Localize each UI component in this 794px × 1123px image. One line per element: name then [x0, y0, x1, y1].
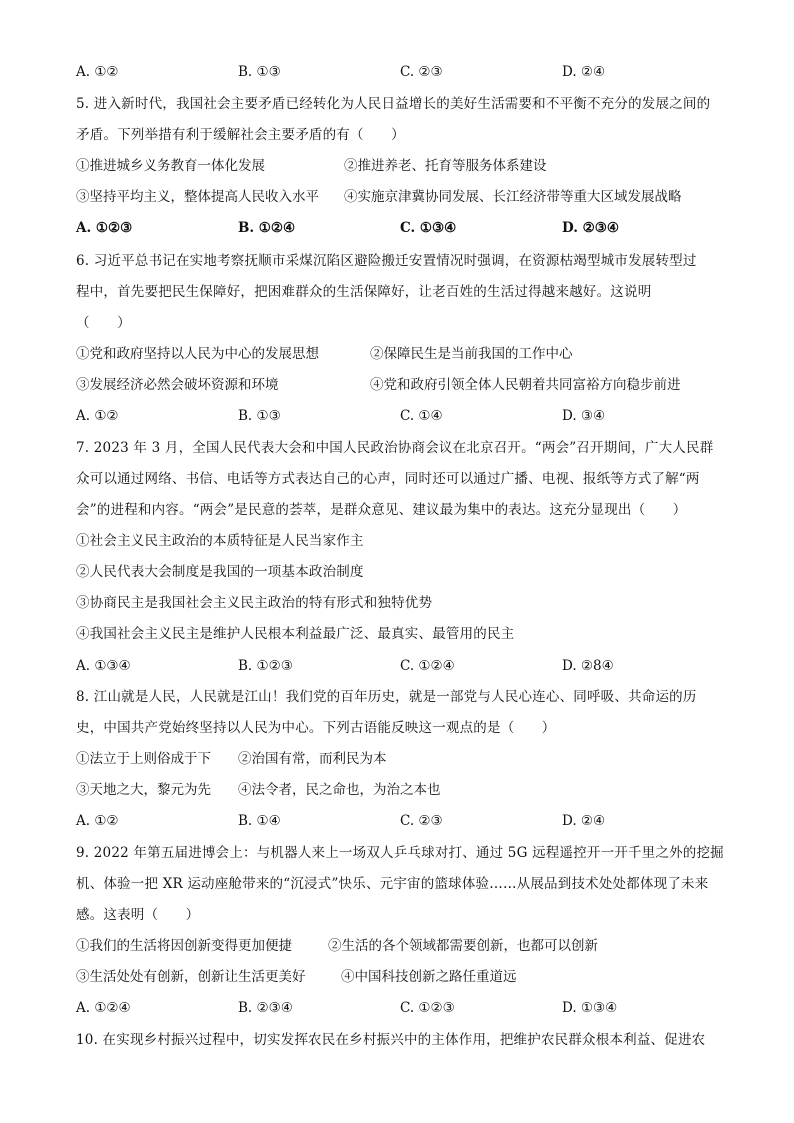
q8-stem-line: 史，中国共产党始终坚持以人民为中心。下列古语能反映这一观点的是（ ） — [76, 720, 556, 736]
q4-option-c[interactable]: C. ②③ — [400, 64, 443, 80]
q6-items-row — [76, 375, 736, 395]
q9-item-2: ②生活的各个领域都需要创新，也都可以创新 — [328, 938, 598, 954]
q9-stem-line: 感。这表明（ ） — [76, 907, 200, 923]
q7-option-d[interactable]: D. ②8④ — [562, 658, 614, 674]
q6-item-3: ③发展经济必然会破坏资源和环境 — [76, 377, 279, 393]
q5-stem-line: 5. 进入新时代，我国社会主要矛盾已经转化为人民日益增长的美好生活需要和不平衡不充分的发展之间的 — [76, 96, 711, 112]
q9-options — [76, 998, 736, 1018]
q6-item-2: ②保障民生是当前我国的工作中心 — [370, 346, 573, 362]
q6-item-1: ①党和政府坚持以人民为中心的发展思想 — [76, 346, 319, 362]
q5-items-row — [76, 156, 736, 176]
q6-stem-line: 程中，首先要把民生保障好，把困难群众的生活保障好，让老百姓的生活过得越来越好。这说明 — [76, 284, 652, 300]
q9-item-4: ④中国科技创新之路任重道远 — [341, 969, 517, 985]
q7-item-1: ①社会主义民主政治的本质特征是人民当家作主 — [76, 533, 364, 549]
q7-option-b[interactable]: B. ①②③ — [238, 658, 293, 674]
q9-items-row — [76, 967, 736, 987]
q8-item-3: ③天地之大，黎元为先 — [76, 782, 211, 798]
q6-items-row — [76, 344, 736, 364]
q8-item-1: ①法立于上则俗成于下 — [76, 751, 211, 767]
q7-stem-line: 7. 2023 年 3 月，全国人民代表大会和中国人民政治协商会议在北京召开。“两会”召开期间，广大人民群 — [76, 440, 714, 456]
q6-option-b[interactable]: B. ①③ — [238, 408, 281, 424]
q6-stem-line: （ ） — [76, 315, 131, 331]
q6-item-4: ④党和政府引领全体人民朝着共同富裕方向稳步前进 — [370, 377, 681, 393]
q8-stem-line: 8. 江山就是人民，人民就是江山！我们党的百年历史，就是一部党与人民心连心、同呼吸、共命运的历 — [76, 689, 697, 705]
q5-option-d[interactable]: D. ②③④ — [562, 220, 619, 236]
q7-option-a[interactable]: A. ①③④ — [76, 658, 131, 674]
q6-option-d[interactable]: D. ③④ — [562, 408, 606, 424]
q8-items-row — [76, 749, 736, 769]
q7-item-4: ④我国社会主义民主是维护人民根本利益最广泛、最真实、最管用的民主 — [76, 626, 515, 642]
q7-options — [76, 656, 736, 676]
q9-item-3: ③生活处处有创新，创新让生活更美好 — [76, 969, 306, 985]
q8-item-2: ②治国有常，而利民为本 — [238, 751, 387, 767]
q5-item-4: ④实施京津冀协同发展、长江经济带等重大区域发展战略 — [344, 189, 682, 205]
q4-option-a[interactable]: A. ①② — [76, 64, 119, 80]
q9-items-row — [76, 936, 736, 956]
q8-option-d[interactable]: D. ②④ — [562, 813, 606, 829]
q9-option-c[interactable]: C. ①②③ — [400, 1000, 455, 1016]
q9-option-a[interactable]: A. ①②④ — [76, 1000, 131, 1016]
q5-options — [76, 218, 736, 238]
q5-item-1: ①推进城乡义务教育一体化发展 — [76, 158, 265, 174]
q8-items-row — [76, 780, 736, 800]
q7-option-c[interactable]: C. ①②④ — [400, 658, 455, 674]
q4-option-b[interactable]: B. ①③ — [238, 64, 281, 80]
q6-option-a[interactable]: A. ①② — [76, 408, 119, 424]
q8-option-b[interactable]: B. ①④ — [238, 813, 281, 829]
q9-item-1: ①我们的生活将因创新变得更加便捷 — [76, 938, 292, 954]
q8-item-4: ④法令者，民之命也，为治之本也 — [238, 782, 441, 798]
q8-option-a[interactable]: A. ①② — [76, 813, 119, 829]
q7-item-2: ②人民代表大会制度是我国的一项基本政治制度 — [76, 564, 364, 580]
q9-stem-line: 机、体验一把 XR 运动座舱带来的“沉浸式”快乐、元宇宙的篮球体验……从展品到技术处处都体现了未来 — [76, 876, 709, 892]
q9-option-d[interactable]: D. ①③④ — [562, 1000, 618, 1016]
q5-item-2: ②推进养老、托育等服务体系建设 — [344, 158, 547, 174]
q4-option-d[interactable]: D. ②④ — [562, 64, 606, 80]
q8-options — [76, 811, 736, 831]
q7-stem-line: 会”的进程和内容。“两会”是民意的荟萃，是群众意见、建议最为集中的表达。这充分显现出（ ） — [76, 502, 687, 518]
q6-option-c[interactable]: C. ①④ — [400, 408, 443, 424]
q5-option-c[interactable]: C. ①③④ — [400, 220, 457, 236]
q10-stem-line: 10. 在实现乡村振兴过程中，切实发挥农民在乡村振兴中的主体作用，把维护农民群众根本利益、促进农 — [76, 1032, 706, 1048]
q4-options — [76, 62, 736, 82]
q6-options — [76, 406, 736, 426]
q7-item-3: ③协商民主是我国社会主义民主政治的特有形式和独特优势 — [76, 595, 433, 611]
q5-option-b[interactable]: B. ①②④ — [238, 220, 296, 236]
q5-item-3: ③坚持平均主义，整体提高人民收入水平 — [76, 189, 319, 205]
q8-option-c[interactable]: C. ②③ — [400, 813, 443, 829]
q9-stem-line: 9. 2022 年第五届进博会上：与机器人来上一场双人乒乓球对打、通过 5G 远程遥控开一开千里之外的挖掘 — [76, 845, 724, 861]
q7-stem-line: 众可以通过网络、书信、电话等方式表达自己的心声，同时还可以通过广播、电视、报纸等方式了解“两 — [76, 471, 700, 487]
q5-items-row — [76, 187, 736, 207]
q5-option-a[interactable]: A. ①②③ — [76, 220, 133, 236]
q9-option-b[interactable]: B. ②③④ — [238, 1000, 293, 1016]
q6-stem-line: 6. 习近平总书记在实地考察抚顺市采煤沉陷区避险搬迁安置情况时强调，在资源枯竭型城市发展转型过 — [76, 253, 697, 269]
q5-stem-line: 矛盾。下列举措有利于缓解社会主要矛盾的有（ ） — [76, 127, 405, 143]
